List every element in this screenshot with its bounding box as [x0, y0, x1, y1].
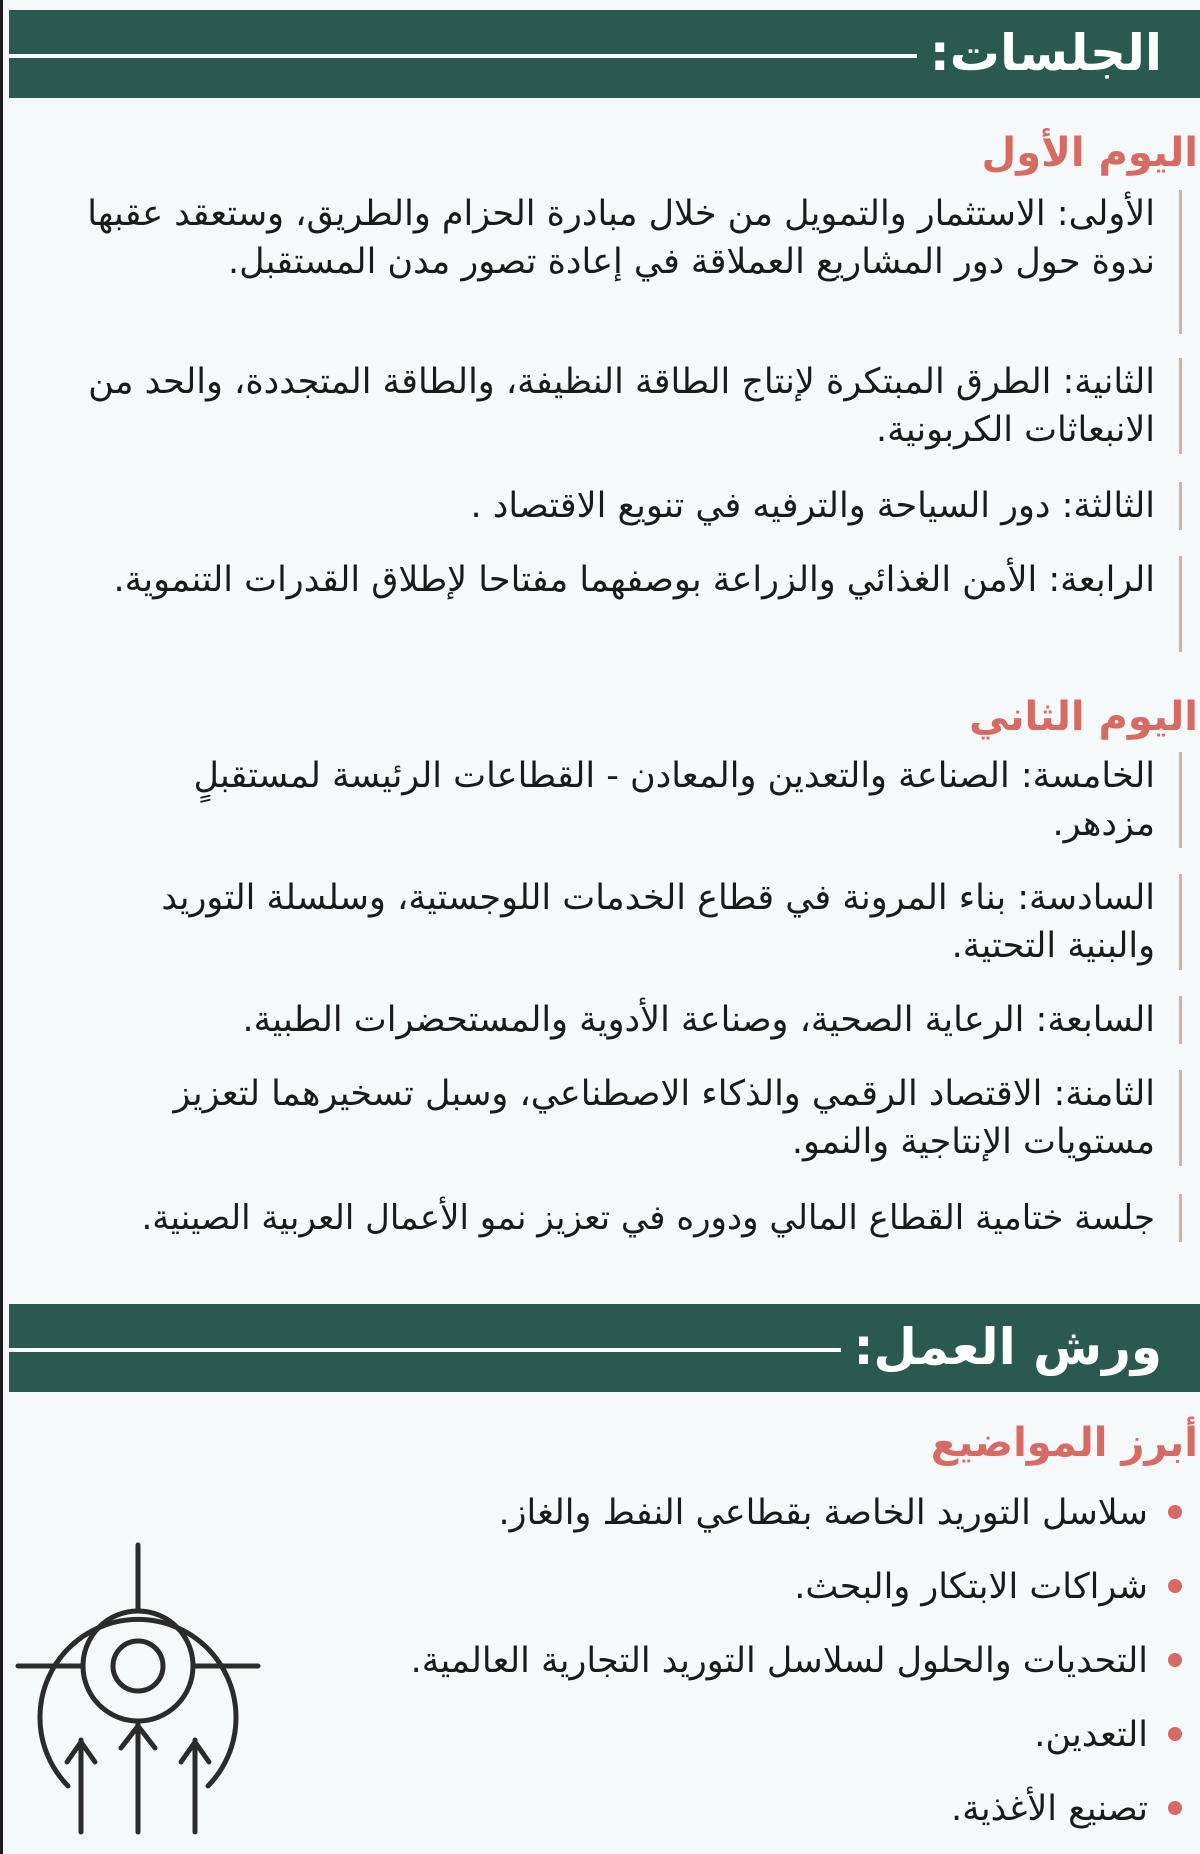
list-item: [132, 1698, 1182, 1772]
list-item: [132, 1624, 1182, 1698]
bullet-dot-icon: [1168, 1727, 1182, 1741]
day2-title: اليوم الثاني: [969, 694, 1198, 740]
sessions-header: [9, 10, 1200, 98]
topics-list: [132, 1476, 1182, 1846]
session-text: الرابعة: الأمن الغذائي والزراعة بوصفهما مفتاحا لإطلاق القدرات التنموية.: [113, 560, 1155, 600]
session-item: [82, 556, 1182, 652]
session-text: الأولى: الاستثمار والتمويل من خلال مبادرة الحزام والطريق، وستعقد عقبها ندوة حول دور المشاريع العملاقة في إعادة تصور مدن المستقبل.: [87, 194, 1155, 282]
session-text: الثامنة: الاقتصاد الرقمي والذكاء الاصطناعي، وسبل تسخيرهما لتعزيز مستويات الإنتاجية والنمو.: [173, 1074, 1155, 1162]
bullet-dot-icon: [1168, 1653, 1182, 1667]
list-item: [132, 1772, 1182, 1846]
session-item: [82, 874, 1182, 970]
session-text: السابعة: الرعاية الصحية، وصناعة الأدوية والمستحضرات الطبية.: [242, 1000, 1155, 1040]
session-item: [7, 1194, 1182, 1242]
session-text: جلسة ختامية القطاع المالي ودوره في تعزيز نمو الأعمال العربية الصينية.: [141, 1198, 1155, 1238]
session-item: [32, 358, 1182, 454]
topic-text: التحديات والحلول لسلاسل التوريد التجارية العالمية.: [410, 1641, 1148, 1681]
session-item: [32, 996, 1182, 1044]
session-text: الثانية: الطرق المبتكرة لإنتاج الطاقة النظيفة، والطاقة المتجددة، والحد من الانبعاثات الكربونية.: [88, 362, 1155, 450]
bullet-dot-icon: [1168, 1579, 1182, 1593]
session-item: [172, 752, 1182, 848]
bullet-dot-icon: [1168, 1801, 1182, 1815]
topic-text: سلاسل التوريد الخاصة بقطاعي النفط والغاز.: [498, 1493, 1148, 1533]
bullet-dot-icon: [1168, 1505, 1182, 1519]
session-item: [32, 482, 1182, 530]
session-text: الخامسة: الصناعة والتعدين والمعادن - القطاعات الرئيسة لمستقبلٍ مزدهر.: [193, 756, 1155, 844]
topic-text: التعدين.: [1034, 1715, 1148, 1755]
workshops-header: [9, 1304, 1200, 1392]
workshops-header-title: ورش العمل:: [853, 1318, 1162, 1376]
list-item: [132, 1550, 1182, 1624]
topics-title: أبرز المواضيع: [930, 1420, 1198, 1466]
topic-text: شراكات الابتكار والبحث.: [794, 1567, 1148, 1607]
topic-text: تصنيع الأغذية.: [951, 1789, 1148, 1829]
session-text: السادسة: بناء المرونة في قطاع الخدمات اللوجستية، وسلسلة التوريد والبنية التحتية.: [161, 878, 1155, 966]
header-rule: [9, 54, 917, 58]
sessions-header-title: الجلسات:: [929, 24, 1162, 82]
day1-title: اليوم الأول: [981, 130, 1198, 176]
session-item: [82, 1070, 1182, 1166]
session-item: [32, 190, 1182, 334]
target-arrows-icon: [13, 1540, 263, 1840]
list-item: [132, 1476, 1182, 1550]
session-text: الثالثة: دور السياحة والترفيه في تنويع الاقتصاد .: [470, 486, 1155, 526]
header-rule: [9, 1348, 841, 1352]
